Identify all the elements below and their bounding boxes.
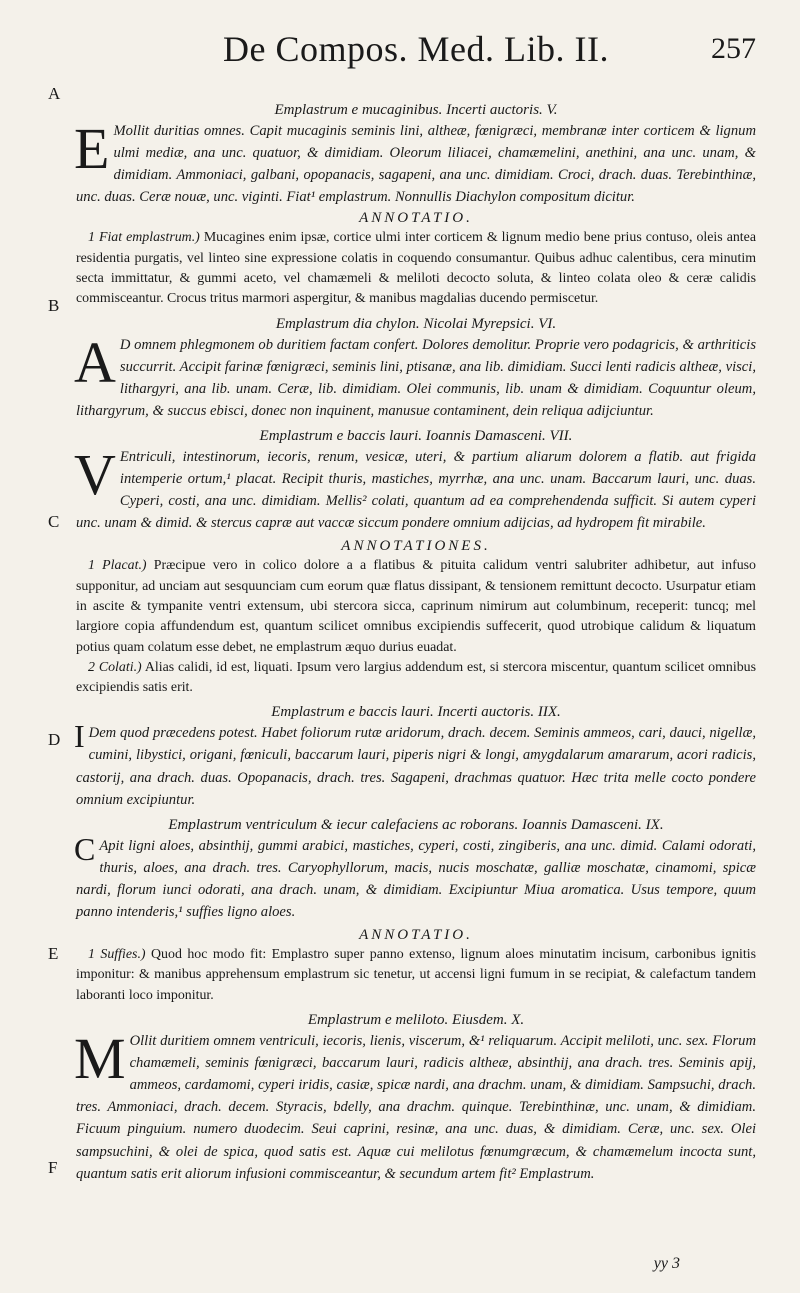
annotation-vii — [76, 536, 756, 698]
drop-cap: C — [74, 830, 96, 867]
recipe-text — [74, 329, 756, 422]
annotation-ix — [76, 925, 756, 1006]
note-lemma: 1 Placat.) — [88, 558, 147, 574]
annotation-title: ANNOTATIONES. — [341, 538, 491, 555]
recipe-body: Mollit duritias omnes. Capit mucaginis seminis lini, altheæ, fœnigræci, membranæ inter corticem & lignum ulmi mediæ, ana unc. quatuor, & dimidiam. Oleorum liliacei, chamæmelini, anethini, ana unc. unam, & dimidiam. Ammoniaci, galbani, opopanacis, sagapeni, ana unc. dimidiam. Croci, drach. duas. Terebinthinæ, unc. duas. Ceræ nouæ, unc. viginti. Fiat¹ emplastrum. Nonnullis Diachylon compositum dicitur. — [76, 123, 756, 206]
recipe-text — [74, 1026, 756, 1185]
margin-letter-a: A — [48, 84, 61, 103]
note-body: Alias calidi, id est, liquati. Ipsum vero largius addendum est, si stercora miscentur, quantum scilicet omnibus excipiendis satis erit. — [76, 659, 757, 696]
page-header — [76, 26, 756, 72]
section-iix — [76, 702, 756, 810]
annotation-note — [76, 658, 756, 699]
annotation-note — [76, 556, 756, 657]
margin-letter-d: D — [48, 730, 61, 749]
margin-letter-c: C — [48, 512, 60, 531]
recipe-body: Entriculi, intestinorum, iecoris, renum, vesicæ, uteri, & partium aliarum dolorem a flatib. aut frigida intemperie ortum,¹ placat. Recipit thuris, mastiches, myrrhæ, ana unc. unam. Baccarum lauri, unc. duas. Cyperi, costi, ana unc. dimidiam. Mellis² colati, quantum ad ea comprehendenda sufficit. Si autem cyperi unc. unam & dimid. & stercus capræ aut vaccæ siccum pondere omnium adijcias, ad hydropem fit mirabile. — [76, 448, 756, 532]
page-number: 257 — [711, 32, 756, 65]
section-vi — [76, 314, 756, 422]
section-ix — [76, 815, 756, 923]
section-title: Emplastrum ventriculum & iecur calefaciens ac roborans. Ioannis Damasceni. IX. — [168, 816, 664, 833]
annotation-note — [76, 945, 756, 1006]
section-title: Emplastrum dia chylon. Nicolai Myrepsici. VI. — [275, 315, 557, 332]
annotation-v — [76, 208, 756, 309]
annotation-title: ANNOTATIO. — [359, 927, 473, 944]
note-body: Quod hoc modo fit: Emplastro super panno extenso, lignum aloes minutatim incisum, carbonibus ignitis imponitur: & manibus apprehensum emplastrum sic tenetur, ut accensi ligni fumum in se recipiat, & calefactum tandem laboranti loco imponitur. — [76, 947, 757, 1003]
note-body: Mucagines enim ipsæ, cortice ulmi inter corticem & lignum medio bene prius contuso, oleis antea residentia purgatis, vel linteo sine expressione colatis in coquendo consumantur. Quibus adhuc calentibus, cera minutim secta immittatur, & gummi aceto, vel chamæmeli & meliloti decocto soluta, & linteo colata oleo & ceræ calidis commisceantur. Crocus tritus marmori aspergitur, & manibus magdalias ducendo permiscetur. — [76, 230, 757, 307]
recipe-text — [74, 441, 756, 534]
annotation-title: ANNOTATIO. — [359, 210, 473, 227]
drop-cap: E — [74, 116, 110, 181]
recipe-body: Apit ligni aloes, absinthij, gummi arabici, mastiches, cyperi, costi, zingiberis, ana unc. dimid. Calami odorati, thuris, aloes, ana drach. tres. Caryophyllorum, macis, nucis moschatæ, galliæ moschatæ, cinamomi, spicæ nardi, florum iunci odorati, ana drach. unam, & dimidiam. Excipiuntur Miua aromatica. Usus tempore, quum panno intenderis,¹ suffies ligno aloes. — [76, 837, 756, 921]
recipe-body: D omnem phlegmonem ob duritiem factam confert. Dolores demolitur. Proprie vero podagricis, & arthriticis succurrit. Accipit farinæ fœnigræci, seminis lini, ptisanæ, ana lib. dimidiam. Succi lenti radicis altheæ, visci, lithargyri, ana lib. unam. Ceræ, lib. dimidiam. Olei communis, lib. unam & dimidiam. Coquuntur oleum, lithargyrum, & succus ebisci, donec non inquinent, manusue contaminent, dein reliqua adijciuntur. — [76, 336, 756, 419]
section-x — [76, 1010, 756, 1185]
running-title: De Compos. Med. Lib. II. — [223, 29, 609, 69]
drop-cap: I — [74, 718, 85, 755]
section-title: Emplastrum e baccis lauri. Ioannis Damasceni. VII. — [259, 427, 573, 444]
section-title: Emplastrum e meliloto. Eiusdem. X. — [307, 1012, 525, 1029]
note-body: Præcipue vero in colico dolore a a flatibus & pituita calidum ventri salubriter adhibetur, aut infuso supponitur, ad unciam aut sesquunciam cum eorum quæ flatus dissipant, & tensionem remittunt decocto. Usurpatur etiam in ascite & tympanite ventri extensum, ubi stercora sicca, caprinum nimirum aut columbinum, receperit: tuncq; mel largiore copia affundendum est, quantum scilicet omnibus excipiendis suffecerit, quod utrobique calidum & liquatum potius quam colatum esse debet, ne emplastrum æquo durius euadat. — [76, 558, 756, 655]
section-vii — [76, 426, 756, 534]
drop-cap: A — [74, 329, 116, 395]
margin-letter-b: B — [48, 296, 60, 315]
recipe-text — [74, 830, 756, 923]
recipe-text — [74, 718, 756, 810]
margin-letter-f: F — [48, 1158, 58, 1177]
section-title: Emplastrum e baccis lauri. Incerti auctoris. IIX. — [271, 704, 561, 721]
section-title: Emplastrum e mucaginibus. Incerti auctoris. V. — [274, 102, 558, 118]
note-lemma: 2 Colati.) — [88, 659, 142, 675]
annotation-note — [76, 228, 756, 309]
recipe-body: Ollit duritiem omnem ventriculi, iecoris, lienis, viscerum, &¹ reliquarum. Accipit meliloti, unc. sex. Florum chamæmeli, seminis fœnigræci, baccarum lauri, radicis altheæ, absinthij, ana drach. tres. Seminis apij, ammeos, cardamomi, cyperi iridis, casiæ, spicæ nardi, ana drachm. unam, & dimidiam. Sampsuchi, drach. tres. Ammoniaci, drach. decem. Styracis, bdelly, ana drachm. quinque. Terebinthinæ, unc. unam, & dimidiam. Ficuum pinguium. numero duodecim. Seui caprini, resinæ, ana unc. duas, & dimidiam. Ceræ, unc. sex. Olei sampsuchini, & olei de spica, quod satis est. Aquæ cui melilotus fœnumgræcum, & chamæmelum incocta sunt, quantum satis erit aliorum infusioni commisceantur, & secundum artem fit² Emplastrum. — [76, 1033, 756, 1182]
note-lemma: 1 Fiat emplastrum.) — [88, 230, 200, 246]
signature-mark: yy 3 — [653, 1255, 680, 1272]
drop-cap: M — [74, 1026, 126, 1092]
recipe-text — [74, 116, 756, 208]
margin-letter-e: E — [48, 944, 59, 963]
note-lemma: 1 Suffies.) — [88, 947, 146, 963]
section-v — [76, 100, 756, 208]
recipe-body: Dem quod præcedens potest. Habet foliorum rutæ aridorum, drach. decem. Seminis ammeos, cari, dauci, nigellæ, cumini, libystici, origani, fœniculi, baccarum lauri, piperis nigri & longi, amygdalarum amararum, acori radicis, castorij, ana drach. duas. Opopanacis, drach. tres. Sagapeni, drachmas quatuor. Hæc trita melle cocto pondere omnium excipiuntur. — [76, 725, 756, 808]
drop-cap: V — [74, 441, 116, 507]
